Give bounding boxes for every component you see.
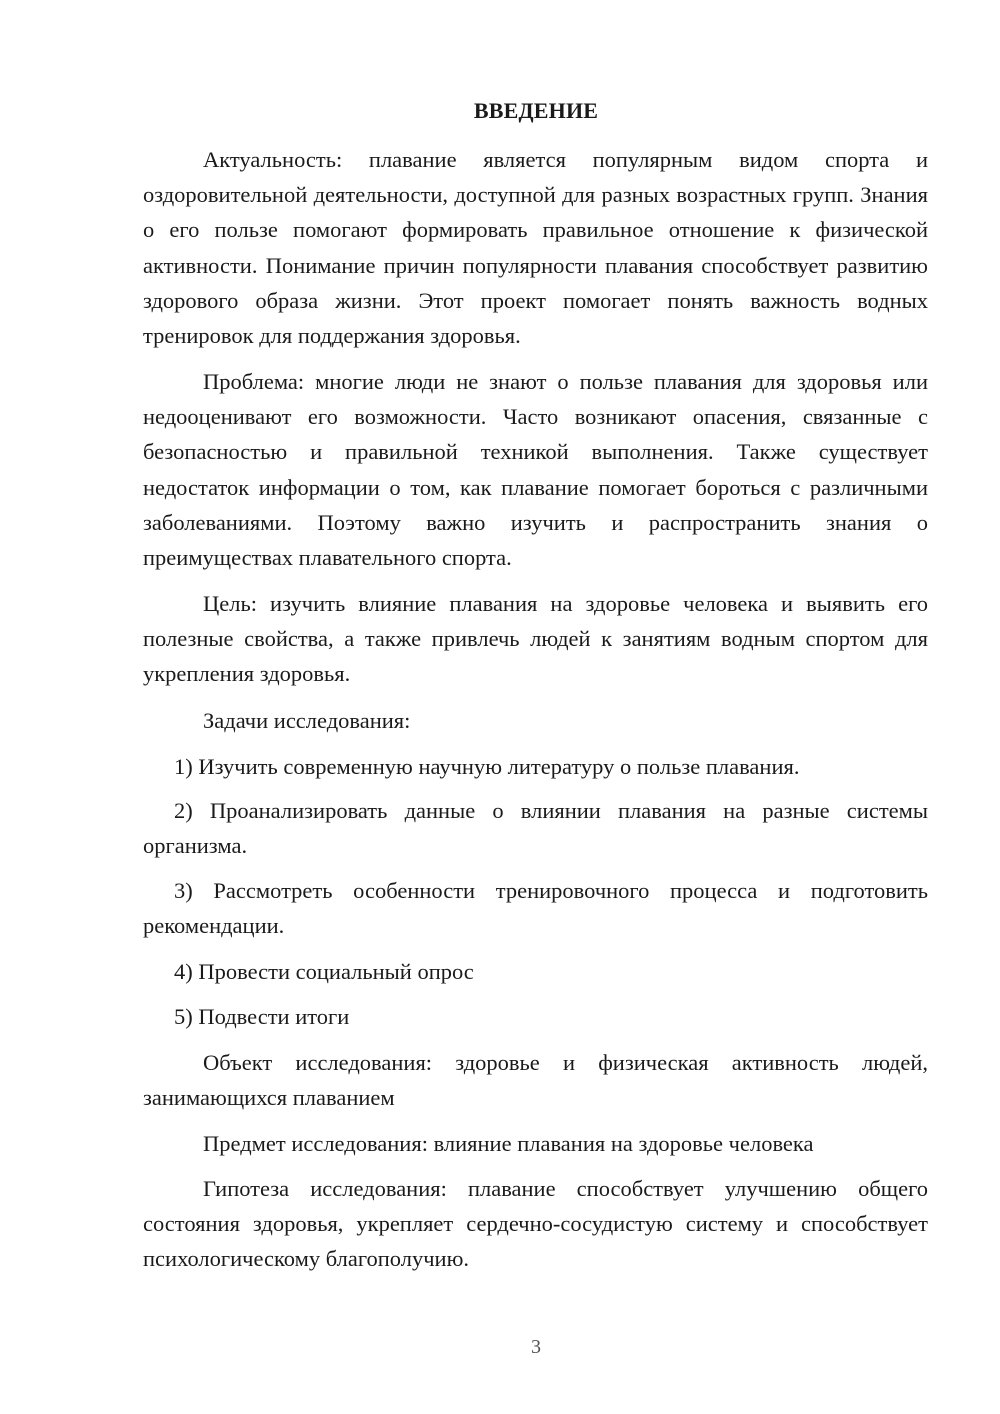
relevance-paragraph: Актуальность: плавание является популярным видом спорта и оздоровительной деятельности, доступной для разных возрастных групп. Знания о его пользе помогают формировать правильное отношение к физической активности. Понимание причин популярности плавания способствует развитию здорового образа жизни. Этот проект помогает понять важность водных тренировок для поддержания здоровья. [143,147,928,349]
tasks-heading: Задачи исследования: [203,708,411,733]
page-title: ВВЕДЕНИЕ [473,98,599,123]
task-item-4: 4) Провести социальный опрос [174,959,474,984]
task-item-3: 3) Рассмотреть особенности тренировочного процесса и подготовить рекомендации. [143,878,928,939]
goal-paragraph: Цель: изучить влияние плавания на здоровье человека и выявить его полезные свойства, а также привлечь людей к занятиям водным спортом для укрепления здоровья. [143,591,928,687]
subject-paragraph: Предмет исследования: влияние плавания на здоровье человека [203,1131,814,1156]
task-item-1: 1) Изучить современную научную литературу о пользе плавания. [174,754,800,779]
hypothesis-paragraph: Гипотеза исследования: плавание способствует улучшению общего состояния здоровья, укрепляет сердечно-сосудистую систему и способствует психологическому благополучию. [143,1176,928,1272]
task-item-2: 2) Проанализировать данные о влиянии плавания на разные системы организма. [143,798,928,859]
task-item-5: 5) Подвести итоги [174,1004,350,1029]
object-paragraph: Объект исследования: здоровье и физическая активность людей, занимающихся плаванием [143,1050,928,1111]
page-number: 3 [531,1336,541,1358]
problem-paragraph: Проблема: многие люди не знают о пользе плавания для здоровья или недооценивают его возможности. Часто возникают опасения, связанные с безопасностью и правильной техникой выполнения. Также существует недостаток информации о том, как плавание помогает бороться с различными заболеваниями. Поэтому важно изучить и распространить знания о преимуществах плавательного спорта. [143,369,928,571]
